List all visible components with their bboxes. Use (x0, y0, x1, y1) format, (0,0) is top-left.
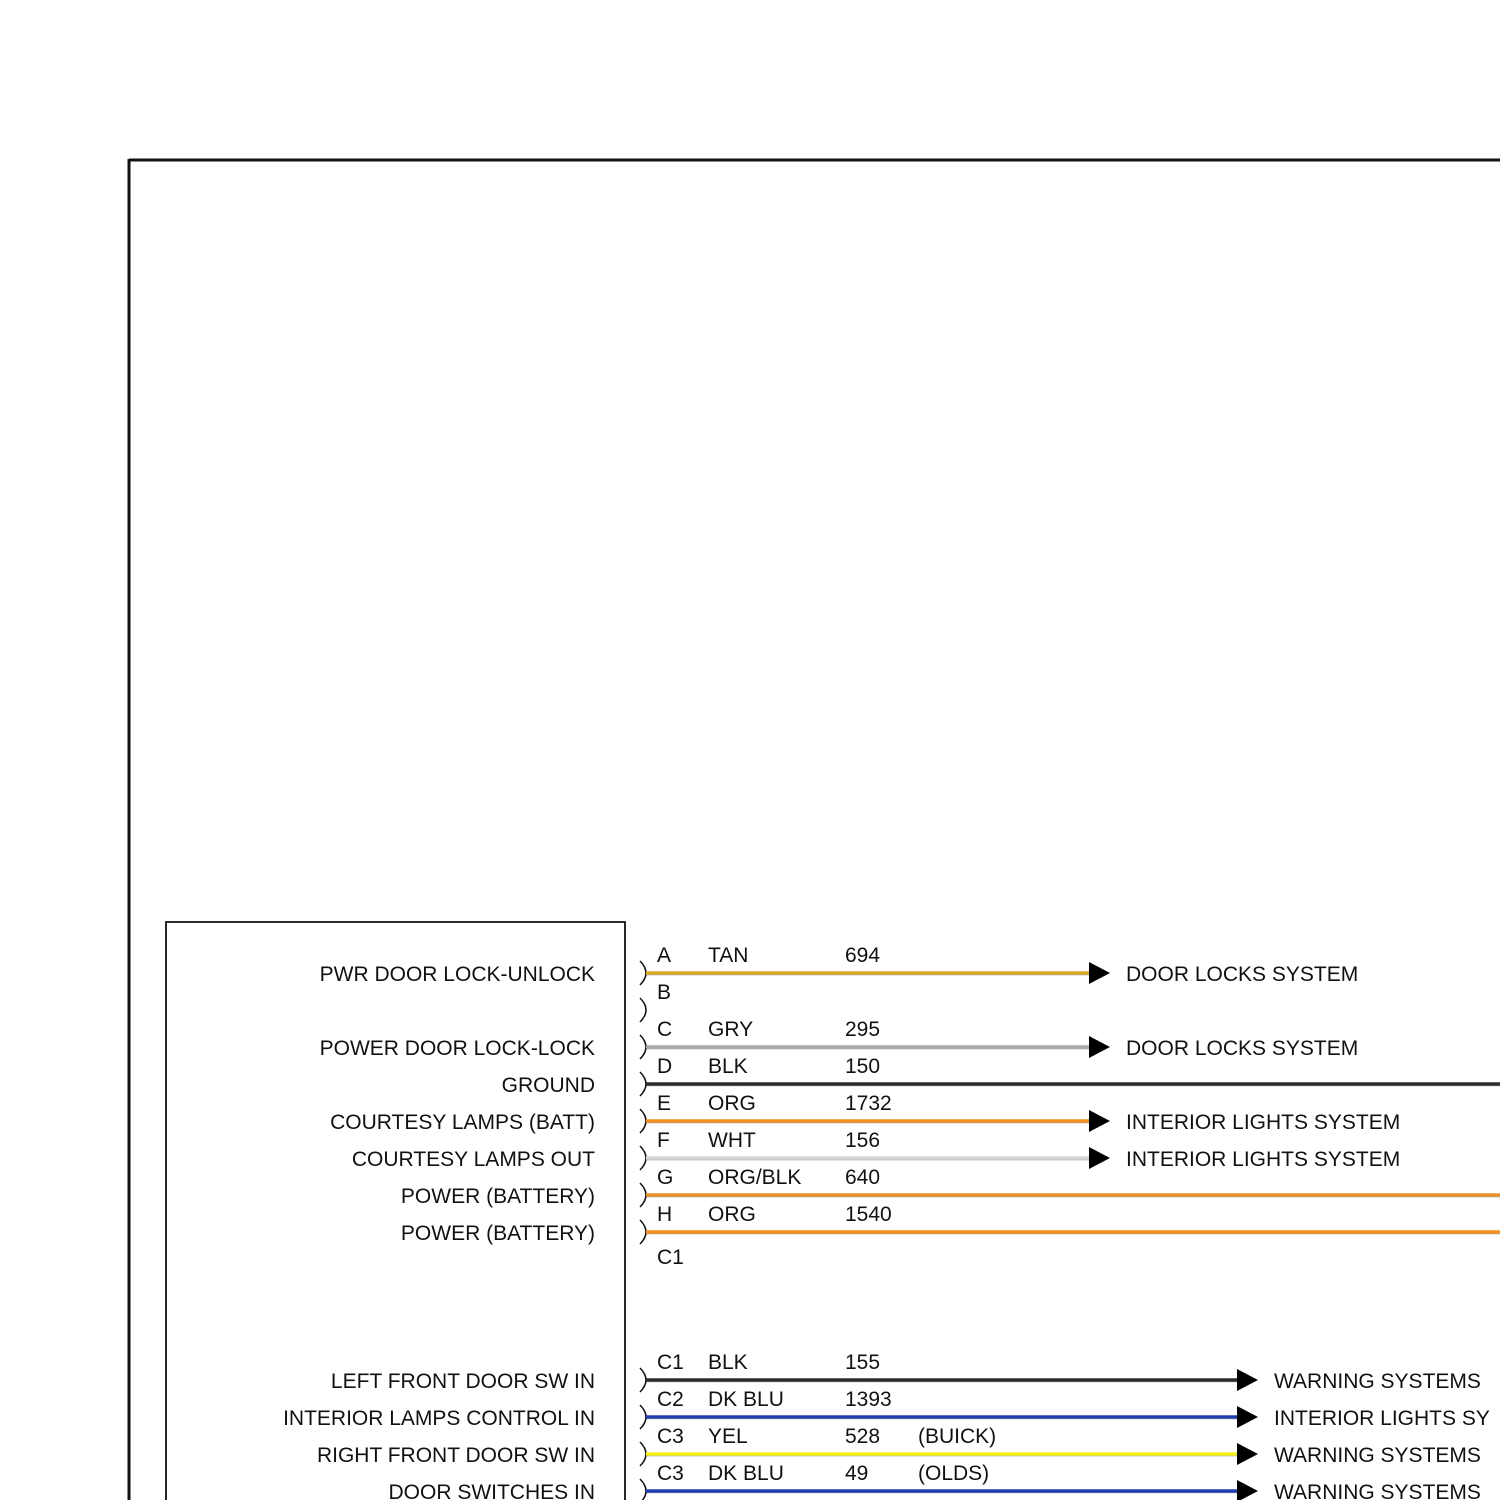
wire-color-code: TAN (708, 944, 749, 967)
pin-label: F (657, 1129, 670, 1152)
pin-label: H (657, 1203, 673, 1226)
connector-cavity (640, 1405, 646, 1429)
circuit-number: 1540 (845, 1203, 892, 1226)
arrow-icon (1089, 1110, 1110, 1132)
signal-label: PWR DOOR LOCK-UNLOCK (319, 963, 595, 986)
arrow-icon (1237, 1406, 1258, 1428)
circuit-number: 528 (845, 1425, 881, 1448)
connector-cavity (640, 1442, 646, 1466)
wire-color-code: DK BLU (708, 1462, 784, 1485)
signal-label: INTERIOR LAMPS CONTROL IN (283, 1407, 595, 1430)
connector-cavity (640, 1109, 646, 1133)
connector-cavity (640, 961, 646, 985)
connector-cavity (640, 1146, 646, 1170)
wire-color-code: ORG (708, 1203, 756, 1226)
pin-label: C1 (657, 1351, 684, 1374)
pin-label: C3 (657, 1462, 684, 1485)
signal-label: LEFT FRONT DOOR SW IN (330, 1370, 595, 1393)
wire-color-code: ORG/BLK (708, 1166, 802, 1189)
circuit-number: 156 (845, 1129, 881, 1152)
destination-label: WARNING SYSTEMS (1274, 1370, 1481, 1393)
circuit-number: 1732 (845, 1092, 892, 1115)
circuit-number: 694 (845, 944, 881, 967)
connector-c1-label: C1 (657, 1246, 684, 1269)
pin-label: E (657, 1092, 672, 1115)
wire-color-code: BLK (708, 1351, 748, 1374)
arrow-icon (1089, 1147, 1110, 1169)
destination-label: DOOR LOCKS SYSTEM (1126, 963, 1359, 986)
connector-cavity (640, 1035, 646, 1059)
signal-label: COURTESY LAMPS OUT (351, 1148, 595, 1171)
arrow-icon (1237, 1480, 1258, 1500)
arrow-icon (1089, 962, 1110, 984)
variant-note: (OLDS) (918, 1462, 990, 1485)
signal-label: POWER (BATTERY) (400, 1185, 595, 1208)
wire-color-code: YEL (708, 1425, 748, 1448)
connector-cavity (640, 1072, 646, 1096)
connector-cavity (640, 1183, 646, 1207)
destination-label: INTERIOR LIGHTS SYSTEM (1126, 1148, 1401, 1171)
destination-label: WARNING SYSTEMS (1274, 1481, 1481, 1500)
wire-color-code: GRY (708, 1018, 754, 1041)
pin-label: C3 (657, 1425, 684, 1448)
signal-label: POWER (BATTERY) (400, 1222, 595, 1245)
connector-cavity (640, 1479, 646, 1500)
pin-label: B (657, 981, 672, 1004)
arrow-icon (1237, 1443, 1258, 1465)
circuit-number: 1393 (845, 1388, 892, 1411)
destination-label: DOOR LOCKS SYSTEM (1126, 1037, 1359, 1060)
wire-color-code: ORG (708, 1092, 756, 1115)
signal-label: GROUND (501, 1074, 595, 1097)
circuit-number: 640 (845, 1166, 881, 1189)
connector-cavity (640, 1368, 646, 1392)
circuit-number: 155 (845, 1351, 881, 1374)
wire-color-code: BLK (708, 1055, 748, 1078)
connector-cavity (640, 1220, 646, 1244)
pin-label: C (657, 1018, 673, 1041)
destination-label: WARNING SYSTEMS (1274, 1444, 1481, 1467)
destination-label: INTERIOR LIGHTS SY (1274, 1407, 1490, 1430)
wire-color-code: DK BLU (708, 1388, 784, 1411)
circuit-number: 49 (845, 1462, 869, 1485)
signal-label: DOOR SWITCHES IN (388, 1481, 595, 1500)
signal-label: RIGHT FRONT DOOR SW IN (316, 1444, 595, 1467)
destination-label: INTERIOR LIGHTS SYSTEM (1126, 1111, 1401, 1134)
arrow-icon (1237, 1369, 1258, 1391)
variant-note: (BUICK) (918, 1425, 997, 1448)
wire-color-code: WHT (708, 1129, 756, 1152)
connector-cavity (640, 998, 646, 1022)
circuit-number: 150 (845, 1055, 881, 1078)
signal-label: POWER DOOR LOCK-LOCK (319, 1037, 595, 1060)
pin-label: G (657, 1166, 674, 1189)
pin-label: D (657, 1055, 673, 1078)
arrow-icon (1089, 1036, 1110, 1058)
pin-label: A (657, 944, 672, 967)
pin-label: C2 (657, 1388, 684, 1411)
signal-label: COURTESY LAMPS (BATT) (330, 1111, 595, 1134)
circuit-number: 295 (845, 1018, 881, 1041)
